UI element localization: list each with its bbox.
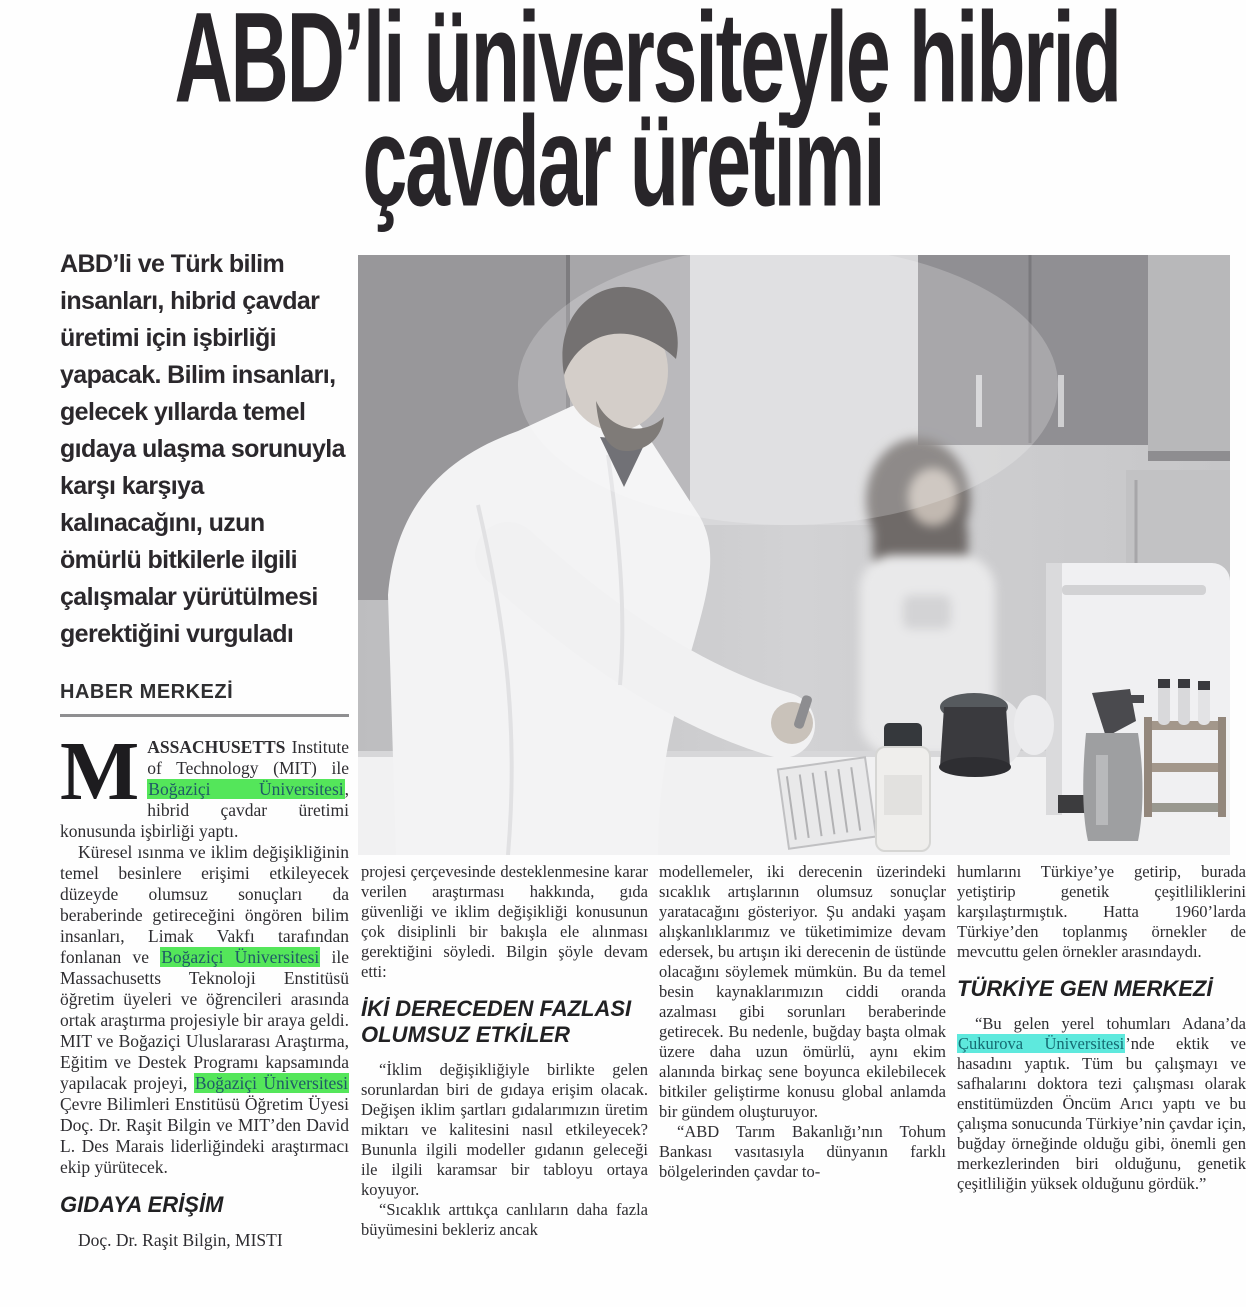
drop-cap: M (60, 725, 140, 818)
subhead-gidaya-erisim: GIDAYA ERİŞİM (60, 1192, 224, 1217)
highlight-green: Boğaziçi Üniversitesi (194, 1073, 348, 1093)
pipette-tip-box (778, 757, 876, 848)
beaker (1014, 695, 1054, 755)
headline-line-1: ABD’li üniversiteyle hibrid (174, 0, 1120, 130)
headline-line-2: çavdar üretimi (362, 90, 884, 234)
col4-paragraph-2: “Bu gelen yerel tohumları Adana’da Çukurova Üniversitesi’nde ektik ve hasadını yaptık. Tüm bu çalışmayı ve safhalarını doktora tezi çalışması olarak enstitümüzden Öncüm Arıcı yaptı ve bu çalışma sonucunda Türkiye’nin çavdar için, buğday örneğinde olduğu gibi, önemli gen merkezlerinden biri olduğunu, genetik çeşitliliğin yüksek olduğunu gördük.” (957, 1014, 1246, 1193)
col1-paragraph-3: Doç. Dr. Raşit Bilgin, MISTI (78, 1230, 283, 1250)
subhead-iki-dereceden: İKİ DERECEDEN FAZLASI OLUMSUZ ETKİLER (361, 996, 632, 1047)
column-3 (659, 862, 946, 1307)
reagent-bottle (876, 723, 930, 851)
byline: HABER MERKEZİ (60, 681, 349, 717)
col1-paragraph-1 (60, 725, 349, 842)
vortex-mixer (939, 693, 1011, 777)
col3-paragraph-1: modellemeler, iki derecenin üzerindeki sıcaklık artışlarının olumsuz sonuçlar yaratacağını gösteriyor. Şu andaki yaşam alışkanlıklarımız ve tüketimimize devam edersek, bu artışın iki derecenin de üstünde olacağını söylemek mümkün. Bu da temel besin kaynaklarımızın ciddi oranda azalması gibi sorunları beraberinde getirecek. Bu nedenle, buğday başta olmak üzere daha uzun ömürlü, aynı ekim alanında birkaç sene boyunca ekilebilecek bitkiler geliştirme konusu global anlamda bir gündem oluşturuyor. (659, 862, 946, 1121)
subhead-turkiye-gen-merkezi: TÜRKİYE GEN MERKEZİ (957, 976, 1213, 1001)
highlight-cyan: Çukurova Üniversitesi (958, 1034, 1125, 1053)
article-photo (358, 255, 1230, 855)
left-column-body (60, 725, 349, 1251)
highlight-green: Boğaziçi Üniversitesi (148, 779, 344, 799)
article-lede: ABD’li ve Türk bilim insanları, hibrid çavdar üretimi için işbirliği yapacak. Bilim insanları, gelecek yıllarda temel gıdaya ulaşma sorunuyla karşı karşıya kalınacağını, uzun ömürlü bitkilerle ilgili çalışmalar yürütülmesi gerektiğini vurguladı (60, 250, 345, 648)
col1-paragraph-2: Küresel ısınma ve iklim değişikliğinin temel besinlere erişimi etkileyecek düzeyde olumsuz sonuçları da beraberinde getireceğini öngören bilim insanları, Limak Vakfı tarafından fonlanan ve Boğaziçi Üniversitesi ile Massachusetts Teknoloji Enstitüsü öğretim üyeleri ve öğrencileri arasında ortak araştırma projesiyle bir araya geldi. MIT ve Boğaziçi Uluslararası Araştırma, Eğitim ve Destek Programı kapsamında yapılacak projeyi, Boğaziçi Üniversitesi Çevre Bilimleri Enstitüsü Öğretim Üyesi Doç. Dr. Raşit Bilgin ve MIT’den David L. Des Marais liderliğindeki araştırmacı ekip yürütecek. (60, 842, 349, 1177)
left-column (60, 246, 349, 1251)
col4-paragraph-1: humlarını Türkiye’ye getirip, burada yetiştirip genetik çeşitliliklerini karşılaştırmıştık. Hatta 1960’larda Türkiye’den toplanmış örnekler de mevcuttu gelen örnekler arasındaydı. (957, 862, 1246, 961)
col2-paragraph-2: “İklim değişikliğiyle birlikte gelen sorunlardan biri de gıdaya erişim olacak. Değişen iklim şartları gıdalarımızın üretim miktarı ve kalitesini nasıl etkileyecek? Bununla ilgili modeller gıdanın geleceği ile ilgili karamsar bir tabloyu ortaya koyuyor. (361, 1060, 648, 1199)
column-2 (361, 862, 648, 1307)
col3-paragraph-2: “ABD Tarım Bakanlığı’nın Tohum Bankası vasıtasıyla dünyanın farklı bölgelerinden çavdar to- (659, 1122, 946, 1181)
col2-paragraph-1: projesi çerçevesinde desteklenmesine karar verilen araştırması hakkında, gıda güvenliği ve iklim değişikliği konusunun çok disiplinli bir bakışla ele alınması gerektiğini söyledi. Bilgin şöyle devam etti: (361, 862, 648, 981)
column-4 (957, 862, 1246, 1307)
test-tubes (1158, 679, 1210, 725)
col2-paragraph-3: “Sıcaklık arttıkça canlıların daha fazla büyümesini bekleriz ancak (361, 1200, 648, 1239)
article-headline (0, 0, 1246, 234)
highlight-green: Boğaziçi Üniversitesi (161, 947, 320, 967)
col1-paragraph-1-text: ASSACHUSETTS Institute of Technology (MIT) ile Boğaziçi Üniversitesi, hibrid çavdar üretimi konusunda işbirliği yaptı. (60, 737, 349, 841)
lab-scene-illustration (358, 255, 1230, 855)
